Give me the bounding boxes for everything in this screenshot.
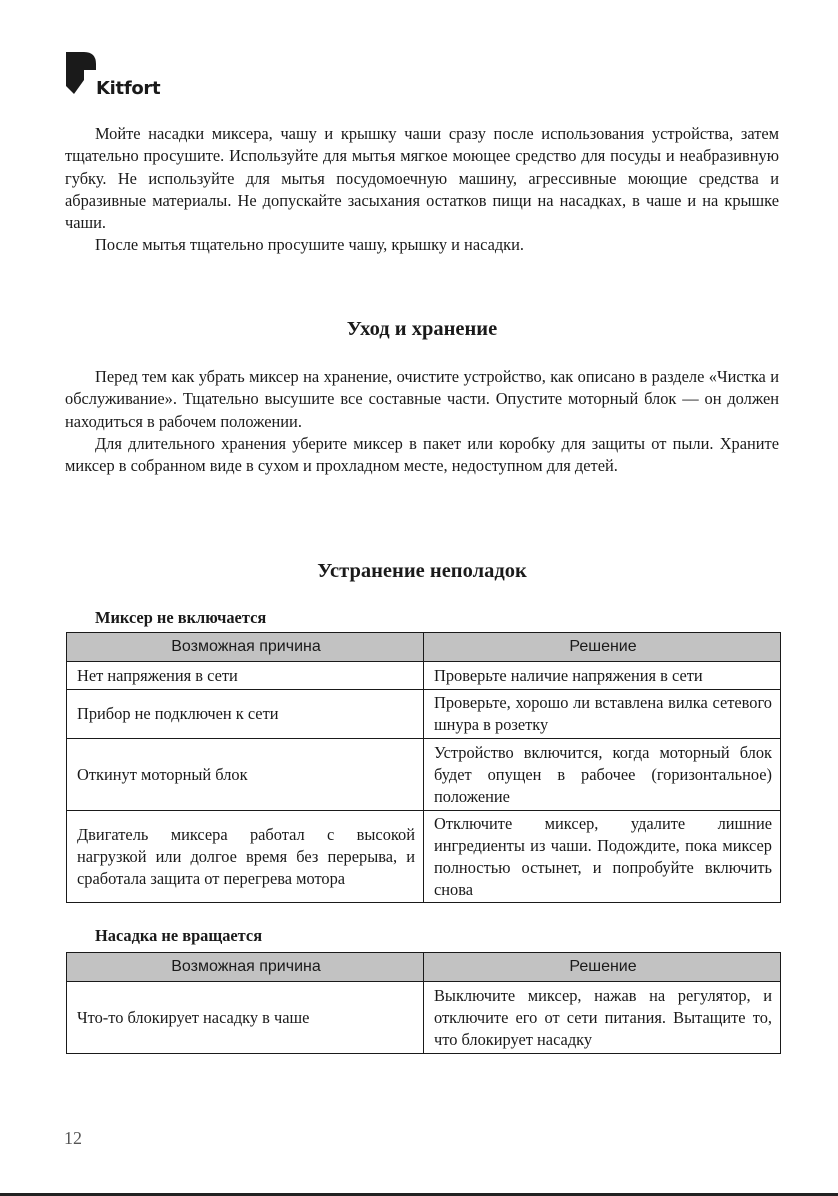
table-caption-attachment-not-rotating: Насадка не вращается	[95, 926, 263, 945]
solution-cell: Устройство включится, когда моторный блок будет опущен в рабочее (горизонтальное) положение	[424, 739, 781, 811]
cleaning-paragraph-1: Мойте насадки миксера, чашу и крышку чаши сразу после использования устройства, затем тщательно просушите. Используйте для мытья мягкое моющее средство для посуды и неабразивную губку. Не используйте для мытья посудомоечную машину, агрессивные моющие средства и абразивные материалы. Не допускайте засыхания остатков пищи на насадках, в чаше и на крышке чаши.	[65, 124, 779, 233]
storage-title: Уход и хранение	[346, 318, 498, 340]
table-header-row	[67, 953, 781, 982]
storage-paragraph-1: Перед тем как убрать миксер на хранение, очистите устройство, как описано в разделе «Чистка и обслуживание». Тщательно высушите все составные части. Опустите моторный блок — он должен находиться в рабочем положении.	[65, 367, 779, 431]
page-number: 12	[64, 1128, 82, 1148]
solution-cell: Проверьте, хорошо ли вставлена вилка сетевого шнура в розетку	[424, 690, 781, 739]
cause-cell: Нет напряжения в сети	[67, 662, 424, 690]
cleaning-section	[65, 123, 779, 257]
cause-cell: Двигатель миксера работал с высокой нагрузкой или долгое время без перерыва, и сработала защита от перегрева мотора	[67, 811, 424, 903]
troubleshooting-title: Устранение неполадок	[317, 560, 527, 582]
storage-paragraph-2: Для длительного хранения уберите миксер в пакет или коробку для защиты от пыли. Храните миксер в собранном виде в сухом и прохладном месте, недоступном для детей.	[65, 433, 779, 476]
kitfort-logo-icon	[64, 50, 98, 96]
solution-cell: Выключите миксер, нажав на регулятор, и отключите его от сети питания. Вытащите то, что блокирует насадку	[424, 982, 781, 1054]
storage-section	[65, 366, 779, 477]
kitfort-logo	[64, 50, 174, 102]
brand-name: Kitfort	[96, 78, 161, 99]
cause-cell: Откинут моторный блок	[67, 739, 424, 811]
column-header-solution: Решение	[424, 633, 781, 662]
cause-cell: Прибор не подключен к сети	[67, 690, 424, 739]
solution-cell: Отключите миксер, удалите лишние ингредиенты из чаши. Подождите, пока миксер полностью остынет, и попробуйте включить снова	[424, 811, 781, 903]
table-row	[67, 662, 781, 690]
column-header-solution: Решение	[424, 953, 781, 982]
table-caption-mixer-not-on: Миксер не включается	[95, 608, 267, 627]
cleaning-paragraph-2: После мытья тщательно просушите чашу, крышку и насадки.	[95, 235, 525, 255]
column-header-cause: Возможная причина	[67, 953, 424, 982]
cause-cell: Что-то блокирует насадку в чаше	[67, 982, 424, 1054]
table-row	[67, 690, 781, 739]
troubleshooting-table-attachment-not-rotating	[66, 952, 781, 1054]
table-row	[67, 739, 781, 811]
column-header-cause: Возможная причина	[67, 633, 424, 662]
table-row	[67, 811, 781, 903]
troubleshooting-table-mixer-not-on	[66, 632, 781, 903]
table-header-row	[67, 633, 781, 662]
solution-cell: Проверьте наличие напряжения в сети	[424, 662, 781, 690]
table-row	[67, 982, 781, 1054]
